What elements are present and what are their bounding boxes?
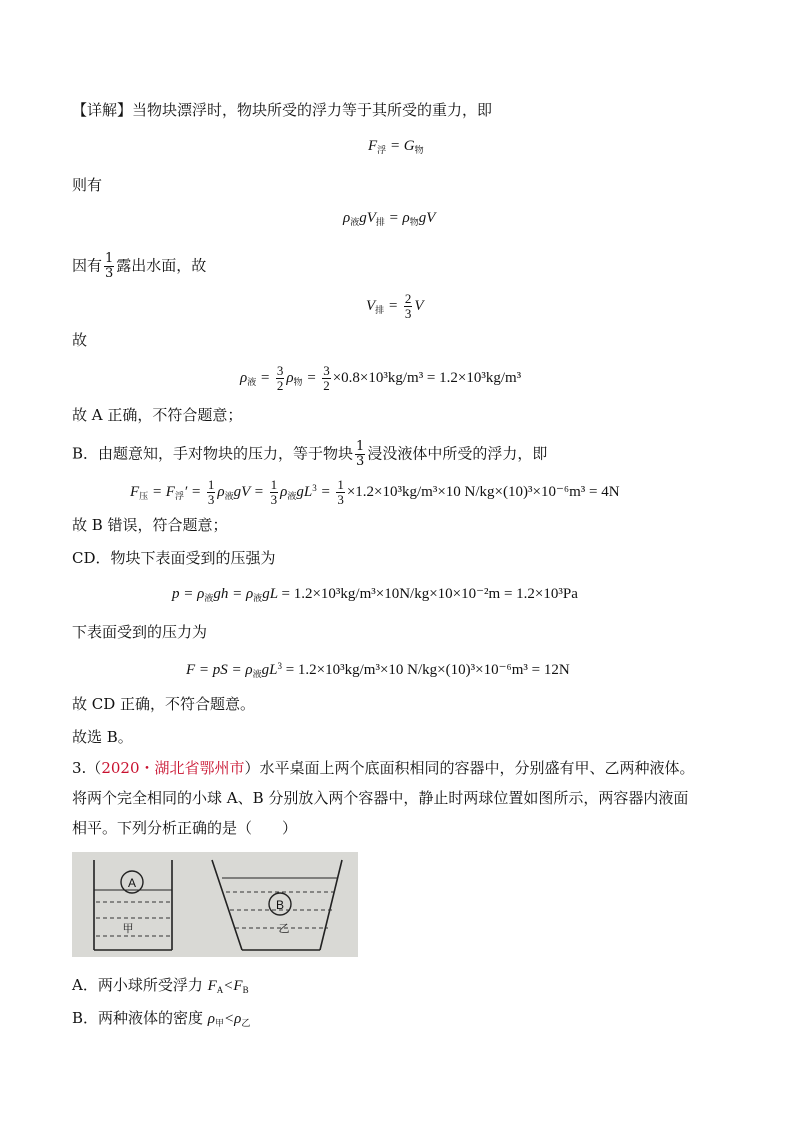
equation-bottom-force: F = pS = $\rho_液gL^3 = 1.2\times 10^3kg/m^3\times 10$ N/kg×(10)³×10⁻⁶m³ = 12N — [186, 661, 570, 679]
option-b-wrong: 故 B 错误，符合题意； — [72, 516, 228, 534]
ball-a-label: A — [127, 876, 137, 890]
force-intro: 下表面受到的压力为 — [72, 623, 208, 641]
equation-displaced-volume: $V_排$ = $\frac{2}{3}$ V — [366, 291, 424, 321]
equation-density-volume: $\rho_液gV_排 = \rho_物gV$ — [343, 210, 436, 227]
liquid-a-label: 甲 — [122, 922, 134, 935]
ball-b-label: B — [275, 898, 285, 912]
therefore-text: 故 — [72, 331, 88, 349]
question-3-line-2: 将两个完全相同的小球 A、B 分别放入两个容器中，静止时两球位置如图所示，两容器内液面 — [72, 789, 689, 807]
option-a-text: A．两小球所受浮力 — [72, 976, 208, 994]
equation-buoyancy-weight: $F_浮 = G_物$ — [368, 138, 424, 155]
question-3-line-1 — [72, 758, 695, 778]
b-intro-post: 浸没液体中所受的浮力，即 — [367, 444, 548, 463]
option-b-formula: $\rho_甲<\rho_乙$ — [207, 1011, 251, 1028]
question-3-figure — [72, 852, 358, 957]
option-cd-correct: 故 CD 正确，不符合题意。 — [72, 695, 256, 713]
q3-line1: ）水平桌面上两个底面积相同的容器中，分别盛有甲、乙两种液体。 — [244, 759, 695, 777]
option-a-correct: 故 A 正确，不符合题意； — [72, 406, 243, 424]
container-a — [94, 860, 172, 950]
because-post: 露出水面，故 — [116, 256, 207, 275]
fraction-one-third: $\frac{1}{3}$ — [356, 439, 365, 469]
b-intro-pre: B．由题意知，手对物块的压力，等于物块 — [72, 444, 354, 463]
containers-diagram — [72, 852, 358, 957]
q3-source: 2020・湖北省鄂州市 — [101, 759, 245, 777]
option-a — [72, 975, 249, 1000]
because-line — [72, 252, 206, 281]
then-text: 则有 — [72, 176, 103, 194]
cd-intro: CD．物块下表面受到的压强为 — [72, 549, 276, 567]
equation-liquid-density: $\rho_液$ = $\frac{3}{2}$ $\rho_物$ = $\frac{3}{2}$ ×0.8×10³kg/m³ = 1.2×10³kg/m³ — [240, 363, 522, 393]
eq4-result: ×0.8×10³kg/m³ = 1.2×10³kg/m³ — [332, 369, 522, 386]
equation-bottom-pressure: $p = \rho_液gh = \rho_液gL = 1.2\times 10^3kg/m^3\times 10N/kg\times 10\times 10^{-2}m = 1.2\times 10^3Pa$ — [172, 586, 578, 603]
option-a-formula: $F_A<F_B$ — [207, 978, 249, 995]
eq6-result: = 1.2×10³kg/m³×10N/kg×10×10⁻²m = 1.2×10³Pa — [281, 586, 578, 602]
answer-choose-b: 故选 B。 — [72, 728, 133, 746]
detail-heading: 【详解】当物块漂浮时，物块所受的浮力等于其所受的重力，即 — [72, 101, 493, 119]
b-intro-line — [72, 440, 547, 469]
eq5-result: ×1.2×10³kg/m³×10 N/kg×(10)³×10⁻⁶m³ = 4N — [346, 484, 620, 500]
eq7-result: = 1.2×10³kg/m³×10 N/kg×(10)³×10⁻⁶m³ = 12N — [285, 662, 570, 678]
question-3-line-3: 相平。下列分析正确的是（ ） — [72, 819, 298, 837]
equation-hand-pressure-force: $F_压 = F_浮'$ = $\frac{1}{3}$ $\rho_液gV$ = $\frac{1}{3}$ $\rho_液gL^3$ = $\frac{1}{3}$ ×1.2×10³kg/m³×10 N/kg×(10)³×10⁻⁶m³ = 4N — [130, 477, 620, 508]
q3-number: 3.（ — [72, 759, 102, 777]
option-b — [72, 1008, 250, 1033]
fraction-one-third: $\frac{1}{3}$ — [105, 251, 114, 281]
because-pre: 因有 — [72, 256, 103, 275]
option-b-text: B．两种液体的密度 — [72, 1009, 208, 1027]
container-b — [212, 860, 342, 950]
liquid-b-label: 乙 — [278, 922, 290, 935]
